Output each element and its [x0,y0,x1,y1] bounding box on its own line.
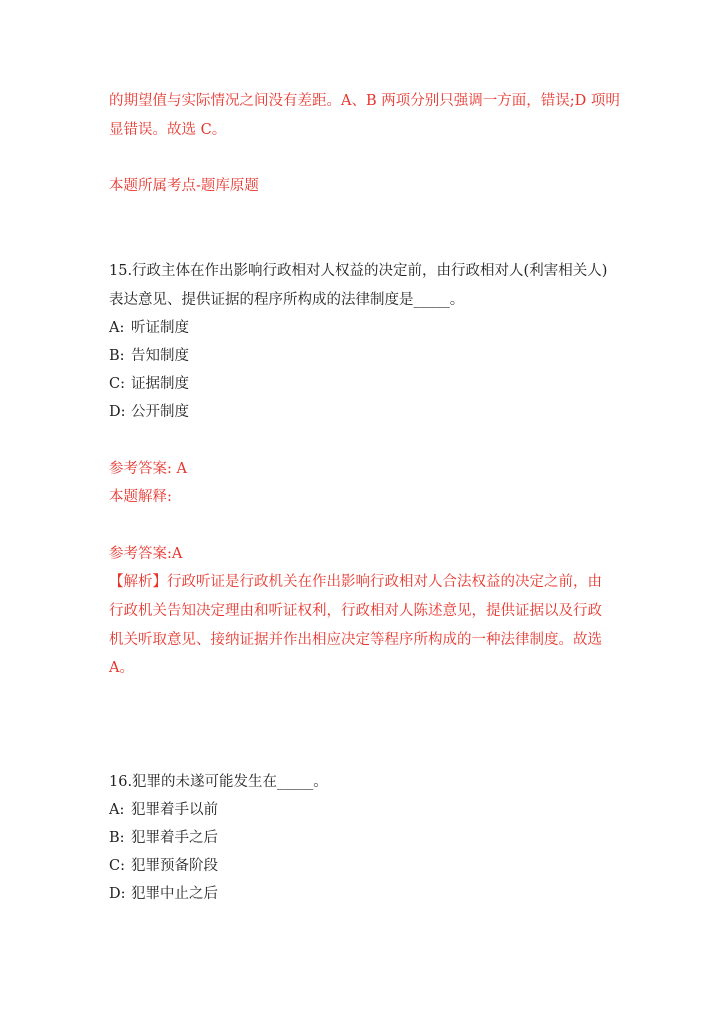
q15-option-a [109,318,189,338]
q15-option-c-text: 证据制度 [131,376,189,392]
q16-option-a-letter: A: [109,802,125,818]
q15-analysis-line-4: A。 [109,660,134,676]
q15-option-a-text: 听证制度 [131,320,189,336]
q16-option-d-letter: D: [109,886,126,902]
q15-analysis-line-1: 【解析】行政听证是行政机关在作出影响行政相对人合法权益的决定之前，由 [109,574,602,590]
q15-option-b [109,346,189,366]
q15-analysis-line-2: 行政机关告知决定理由和听证权利，行政相对人陈述意见，提供证据以及行政 [109,603,602,619]
q15-explain-label: 本题解释: [109,489,172,505]
q16-option-c [109,856,218,876]
q15-option-d-text: 公开制度 [131,404,189,420]
q15-option-c-letter: C: [109,376,125,392]
q16-option-a [109,800,218,820]
prev-explanation-line-1: 的期望值与实际情况之间没有差距。A、B 两项分别只强调一方面，错误;D 项明 [109,93,620,109]
q16-option-b [109,828,218,848]
q15-option-d [109,402,189,422]
q15-option-b-letter: B: [109,348,125,364]
q15-answer: 参考答案: A [109,461,187,477]
q16-option-d [109,884,218,904]
q16-option-d-text: 犯罪中止之后 [131,886,218,902]
q16-stem-line-1: 16.犯罪的未遂可能发生在_____。 [109,774,328,790]
q15-stem-line-2: 表达意见、提供证据的程序所构成的法律制度是_____。 [109,292,465,308]
q16-option-a-text: 犯罪着手以前 [131,802,218,818]
q15-option-c [109,374,189,394]
q16-option-b-letter: B: [109,830,125,846]
q15-option-a-letter: A: [109,320,125,336]
q15-option-b-text: 告知制度 [131,348,189,364]
q15-stem-line-1: 15.行政主体在作出影响行政相对人权益的决定前，由行政相对人(利害相关人) [109,263,608,279]
q16-option-c-text: 犯罪预备阶段 [131,858,218,874]
q15-answer-repeat: 参考答案:A [109,546,183,562]
prev-source-note: 本题所属考点-题库原题 [109,178,259,194]
q16-option-c-letter: C: [109,858,125,874]
q15-option-d-letter: D: [109,404,126,420]
prev-explanation-line-2: 显错误。故选 C。 [109,122,227,138]
q16-option-b-text: 犯罪着手之后 [131,830,218,846]
q15-analysis-line-3: 机关听取意见、接纳证据并作出相应决定等程序所构成的一种法律制度。故选 [109,632,602,648]
